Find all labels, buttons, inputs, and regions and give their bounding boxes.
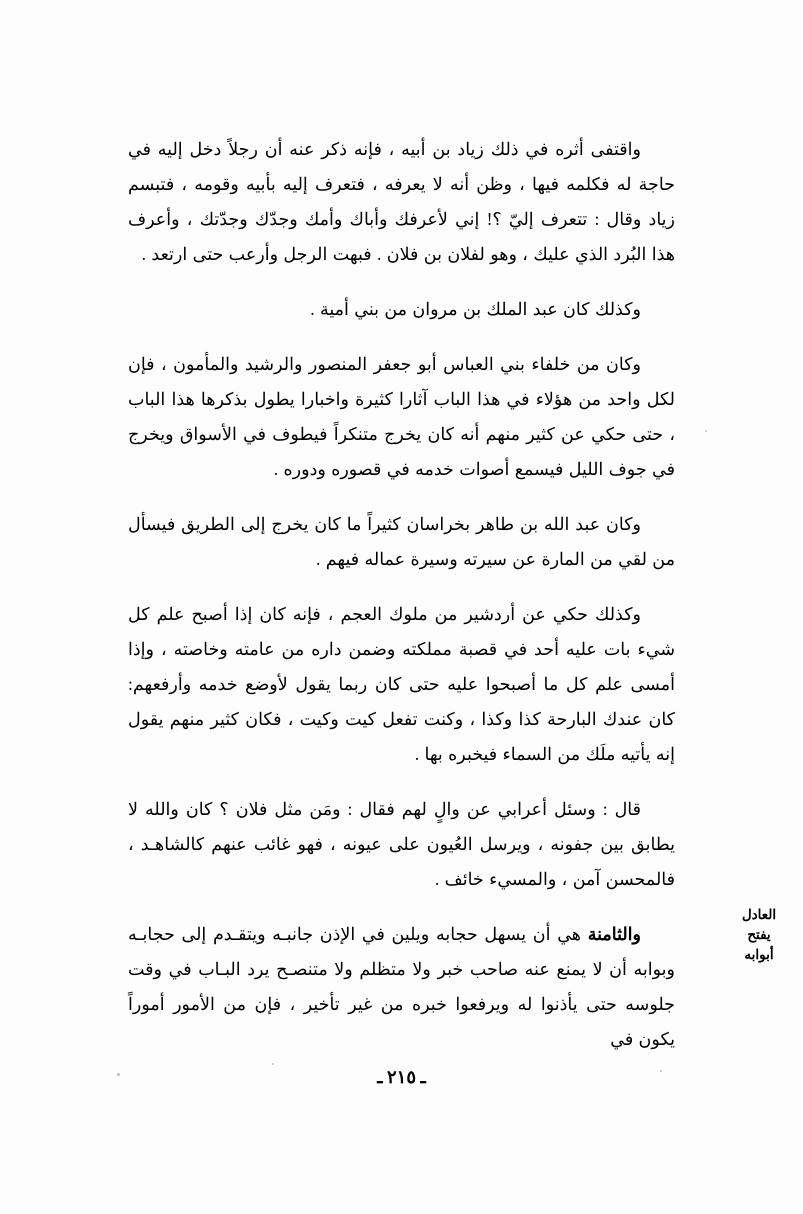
- paragraph-2: وكذلك كان عبد الملك بن مروان من بني أمية .: [310, 299, 641, 319]
- paper-speck: [272, 1063, 274, 1065]
- paragraph-6: قال : وسئل أعرابي عن والٍ لهم فقال : ومَن مثل فلان ؟ كان والله لا يطابق بين جفونه ، ويرسل العُيون على عيونه ، فهو غائب عنهم كالشاهـد ، فالمحسن آمن ، والمسيء خائف .: [128, 799, 675, 889]
- margin-note-line-2: يفتح: [747, 927, 771, 942]
- paper-speck: [117, 1073, 120, 1076]
- paragraph-lead-word: والثامنة: [587, 924, 641, 944]
- paper-speck: [705, 430, 707, 432]
- paragraph-5: وكذلك حكي عن أردشير من ملوك العجم ، فإنه كان إذا أصبح علم كل شيء بات عليه أحد في قصبة مملكته وضمن داره من عامته وخاصته ، وإذا أمسى علم كل ما أصبحوا عليه حتى كان ربما يقول لأوضع خدمه وأرفعهم: كان عندك البارحة كذا وكذا ، وكنت تفعل كيت وكيت ، فكان كثير منهم يقول إنه يأتيه ملَك من السماء فيخبره بها .: [128, 604, 675, 764]
- body-text: [128, 132, 675, 1057]
- paragraph-1: واقتفى أثره في ذلك زياد بن أبيه ، فإنه ذكر عنه أن رجلاً دخل إليه في حاجة له فكلمه فيها ، وظن أنه لا يعرفه ، فتعرف إليه بأبيه وقومه ، فتبسم زياد وقال : تتعرف إليّ ؟! إني لأعرفك وأباك وأمك وجدّك وجدّتك ، وأعرف هذا البُرد الذي عليك ، وهو لفلان بن فلان . فبهت الرجل وأرعب حتى ارتعد .: [128, 139, 675, 264]
- margin-note-line-1: العادل: [741, 907, 777, 922]
- paragraph-3: وكان من خلفاء بني العباس أبو جعفر المنصور والرشيد والمأمون ، فإن لكل واحد من هؤلاء في هذا الباب آثارا كثيرة واخبارا يطول بذكرها هذا الباب ، حتى حكي عن كثير منهم أنه كان يخرج متنكراً فيطوف في الأسواق ويخرج في جوف الليل فيسمع أصوات خدمه في قصوره ودوره .: [128, 354, 675, 479]
- paragraph-7: والثامنة هي أن يسهل حجابه ويلين في الإذن جانبـه ويتقـدم إلى حجابـه وبوابه أن لا يمنع عنه صاحب خبر ولا متظلم ولا متنصـح يرد البـاب في وقت جلوسه حتى يأذنوا له ويرفعوا خبره من غير تأخير ، فإن من الأمور أموراً يكون في: [128, 924, 675, 1049]
- paragraph-4: وكان عبد الله بن طاهر بخراسان كثيراً ما كان يخرج إلى الطريق فيسأل من لقي من المارة عن سيرته وسيرة عماله فيهم .: [128, 514, 675, 569]
- page-number: ـ ٢١٥ ـ: [377, 1067, 426, 1087]
- margin-note-line-3: أبوابه: [744, 947, 774, 962]
- paper-speck: [660, 1070, 662, 1072]
- margin-note: [723, 905, 795, 965]
